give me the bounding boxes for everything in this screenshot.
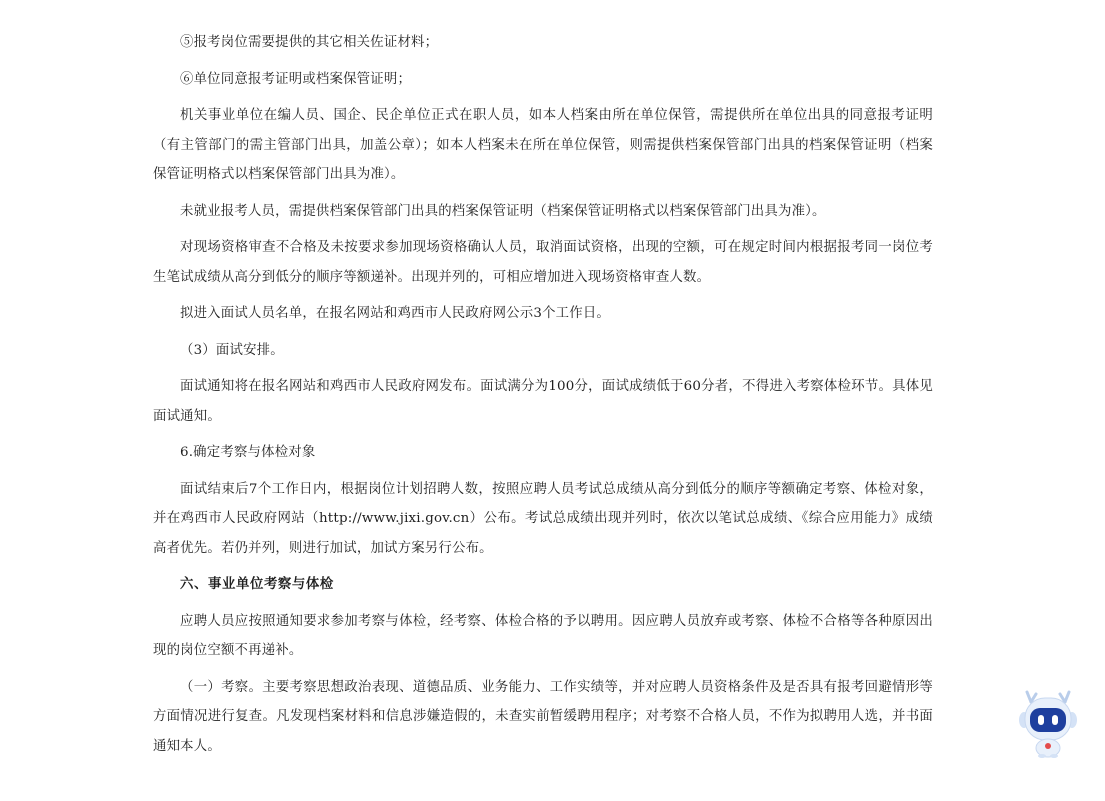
- paragraph-inspection-objects: 面试结束后7个工作日内，根据岗位计划招聘人数，按照应聘人员考试总成绩从高分到低分的顺序等额确定考察、体检对象，并在鸡西市人民政府网站（http://www.jixi.gov.cn）公布。考试总成绩出现并列时，依次以笔试总成绩、《综合应用能力》成绩高者优先。若仍并列，则进行加试，加试方案另行公布。: [153, 481, 933, 556]
- paragraph-item-6: ⑥单位同意报考证明或档案保管证明；: [180, 71, 412, 87]
- paragraph-qualification-review: 对现场资格审查不合格及未按要求参加现场资格确认人员，取消面试资格，出现的空额，可在规定时间内根据报考同一岗位考生笔试成绩从高分到低分的顺序等额递补。出现并列的，可相应增加进入现场资格审查人数。: [153, 240, 933, 285]
- section-determine-inspection: 6.确定考察与体检对象: [180, 445, 316, 460]
- paragraph-inspection-content: （一）考察。主要考察思想政治表现、道德品质、业务能力、工作实绩等，并对应聘人员资格条件及是否具有报考回避情形等方面情况进行复查。凡发现档案材料和信息涉嫌造假的，未查实前暂缓聘用程序；对考察不合格人员，不作为拟聘用人选，并书面通知本人。: [153, 679, 933, 754]
- document-body: [153, 28, 933, 768]
- paragraph-interview-list: 拟进入面试人员名单，在报名网站和鸡西市人民政府网公示3个工作日。: [180, 306, 611, 321]
- paragraph-employed-candidates: 机关事业单位在编人员、国企、民企单位正式在职人员，如本人档案由所在单位保管，需提供所在单位出具的同意报考证明（有主管部门的需主管部门出具，加盖公章）；如本人档案未在所在单位保管，则需提供档案保管部门出具的档案保管证明（档案保管证明格式以档案保管部门出具为准）。: [153, 108, 933, 182]
- section-interview-arrangement: （3）面试安排。: [180, 342, 284, 358]
- paragraph-unemployed-candidates: 未就业报考人员，需提供档案保管部门出具的档案保管证明（档案保管证明格式以档案保管部门出具为准）。: [180, 203, 826, 219]
- robot-mascot-icon[interactable]: [1017, 688, 1079, 758]
- paragraph-interview-notice: 面试通知将在报名网站和鸡西市人民政府网发布。面试满分为100分，面试成绩低于60分者，不得进入考察体检环节。具体见面试通知。: [153, 379, 933, 424]
- paragraph-item-5: ⑤报考岗位需要提供的其它相关佐证材料；: [180, 35, 439, 50]
- section-heading-six: 六、事业单位考察与体检: [180, 577, 334, 592]
- paragraph-inspection-requirements: 应聘人员应按照通知要求参加考察与体检，经考察、体检合格的予以聘用。因应聘人员放弃或考察、体检不合格等各种原因出现的岗位空额不再递补。: [153, 613, 933, 658]
